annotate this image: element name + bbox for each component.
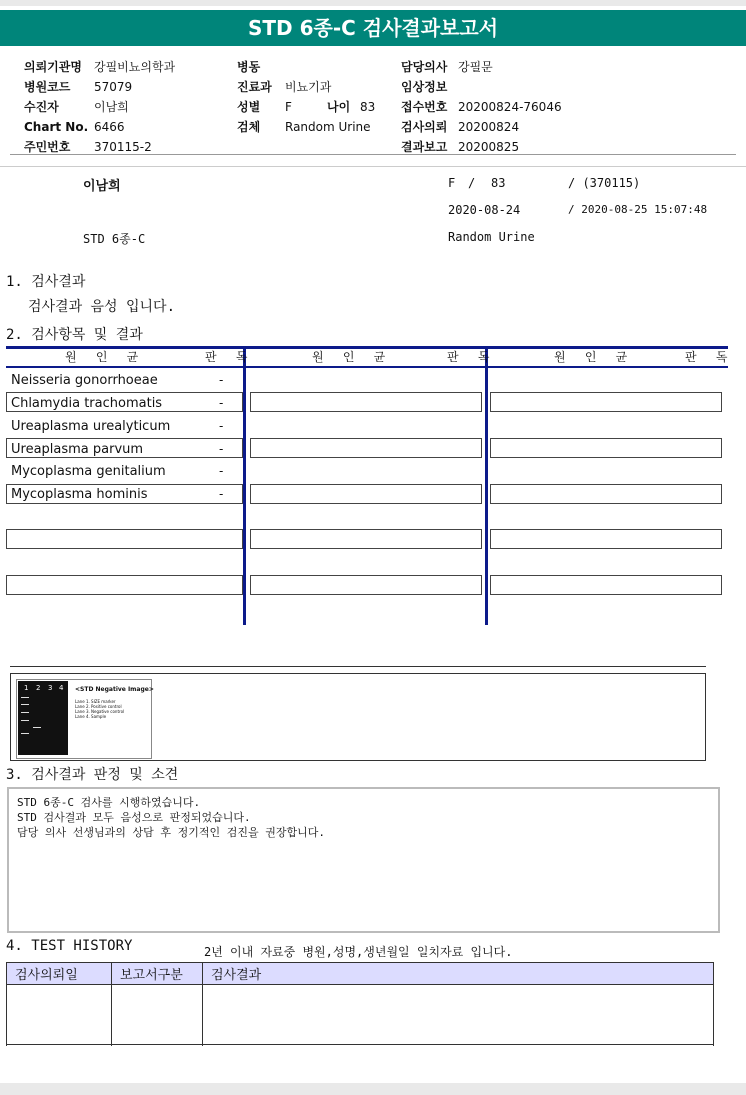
history-table [6, 962, 714, 1046]
header-value: Random Urine [285, 120, 371, 134]
empty-row-box [250, 484, 482, 504]
empty-row-box [6, 529, 243, 549]
empty-row-box [490, 575, 722, 595]
section-4-title: 4. TEST HISTORY [6, 938, 133, 954]
empty-row-box [490, 438, 722, 458]
gel-caption-line: Lane 4. Sample [75, 714, 107, 719]
header-col2 [237, 56, 375, 136]
gel-caption-line: Lane 1. SIZE marker [75, 699, 116, 704]
header-col1 [24, 56, 175, 156]
opinion-line: STD 검사결과 모두 음성으로 판정되었습니다. [17, 811, 251, 824]
judgment-header: 판 독 [447, 350, 496, 364]
header-value: 370115-2 [94, 140, 152, 154]
opinion-line: 담당 의사 선생님과의 상담 후 정기적인 검진을 권장합니다. [17, 826, 326, 839]
gel-caption-line: Lane 2. Positive control [75, 704, 122, 709]
request-date: 2020-08-24 [448, 203, 521, 217]
organism-judgment: - [219, 442, 224, 456]
history-note: 2년 이내 자료중 병원,성명,생년월일 일치자료 입니다. [204, 945, 513, 959]
top-strip [0, 0, 746, 6]
age-value: 83 [360, 100, 376, 114]
bottom-strip [0, 1083, 746, 1095]
empty-row-box [250, 438, 482, 458]
gel-caption [75, 686, 154, 719]
organism-judgment: - [219, 373, 224, 387]
gel-caption-line: Lane 3. Negative control [75, 709, 125, 714]
organism-header: 원 인 균 [312, 350, 392, 364]
header-label: 담당의사 [401, 60, 448, 74]
gel-band [33, 727, 41, 728]
section-1-title: 1. 검사결과 [6, 274, 86, 290]
gel-band [21, 720, 29, 721]
test-name: STD 6종-C [83, 232, 146, 246]
header-label: 접수번호 [401, 100, 448, 114]
lane-number: 4 [59, 684, 64, 692]
table-col-divider [243, 346, 246, 625]
header-value: 강필비뇨의학과 [94, 60, 176, 74]
report-datetime: / 2020-08-25 15:07:48 [568, 203, 708, 216]
header-value: 6466 [94, 120, 125, 134]
header-label: 성별 [237, 100, 261, 114]
organism-name: Chlamydia trachomatis [11, 396, 163, 411]
patient-age: 83 [491, 176, 506, 190]
header-label: 진료과 [237, 80, 272, 94]
organism-name: Mycoplasma genitalium [11, 464, 166, 479]
patient-sex: F [448, 176, 456, 190]
header-value: F [285, 100, 292, 114]
history-cell [203, 985, 714, 1047]
patient-name: 이남희 [83, 179, 121, 194]
organism-header: 원 인 균 [65, 350, 145, 364]
gel-band [21, 704, 29, 705]
header-label: 병동 [237, 60, 261, 74]
header-col3 [401, 56, 562, 156]
table-col-divider [485, 346, 488, 625]
table-header-rule [6, 366, 728, 368]
header-value: 비뇨기과 [285, 80, 332, 94]
organism-name: Ureaplasma parvum [11, 442, 144, 457]
organism-header: 원 인 균 [554, 350, 634, 364]
history-cell [112, 985, 203, 1047]
organism-name: Mycoplasma hominis [11, 487, 148, 502]
header-label: Chart No. [24, 120, 89, 134]
organism-judgment: - [219, 464, 224, 478]
gel-divider [10, 666, 706, 667]
history-header: 검사의뢰일 [7, 963, 112, 985]
age-label: 나이 [327, 100, 351, 114]
empty-row-box [250, 529, 482, 549]
header-label: 수진자 [24, 100, 59, 114]
history-header: 보고서구분 [112, 963, 203, 985]
report-title: STD 6종-C 검사결과보고서 [0, 10, 746, 46]
history-header: 검사결과 [203, 963, 714, 985]
header-divider-2 [0, 166, 746, 167]
header-label: 의뢰기관명 [24, 60, 82, 74]
patient-slash: / [468, 176, 476, 190]
lane-number: 1 [24, 684, 29, 692]
gel-caption-title: <STD Negative Image> [75, 686, 154, 693]
organism-judgment: - [219, 419, 224, 433]
header-value: 57079 [94, 80, 133, 94]
empty-row-box [490, 529, 722, 549]
header-divider [10, 154, 736, 155]
judgment-header: 판 독 [205, 350, 254, 364]
section-2-title: 2. 검사항목 및 결과 [6, 327, 143, 343]
section-1-text: 검사결과 음성 입니다. [28, 299, 176, 315]
section-3-title: 3. 검사결과 판정 및 소견 [6, 767, 179, 783]
header-label: 병원코드 [24, 80, 71, 94]
header-value: 20200824 [458, 120, 520, 134]
header-label: 검체 [237, 120, 261, 134]
gel-band [21, 733, 29, 734]
organism-name: Neisseria gonorrhoeae [11, 373, 158, 388]
lane-number: 2 [36, 684, 41, 692]
gel-band [21, 712, 29, 713]
judgment-header: 판 독 [685, 350, 734, 364]
header-value: 강필문 [458, 60, 493, 74]
header-value: 20200824-76046 [458, 100, 562, 114]
history-cell [7, 985, 112, 1047]
patient-id: / (370115) [568, 176, 641, 190]
empty-row-box [490, 392, 722, 412]
history-bottom-rule [6, 1044, 714, 1045]
organism-name: Ureaplasma urealyticum [11, 419, 171, 434]
gel-band [21, 697, 29, 698]
opinion-line: STD 6종-C 검사를 시행하였습니다. [17, 796, 201, 809]
organism-judgment: - [219, 487, 224, 501]
header-value: 20200825 [458, 140, 520, 154]
lane-number: 3 [48, 684, 53, 692]
gel-photo [18, 681, 68, 755]
opinion-box [7, 787, 720, 933]
specimen: Random Urine [448, 230, 535, 244]
empty-row-box [490, 484, 722, 504]
empty-row-box [250, 575, 482, 595]
header-label: 주민번호 [24, 140, 71, 154]
header-label: 검사의뢰 [401, 120, 448, 134]
empty-row-box [6, 575, 243, 595]
organism-judgment: - [219, 396, 224, 410]
header-value: 이남희 [94, 100, 129, 114]
empty-row-box [250, 392, 482, 412]
header-label: 임상정보 [401, 80, 448, 94]
header-label: 결과보고 [401, 140, 448, 154]
